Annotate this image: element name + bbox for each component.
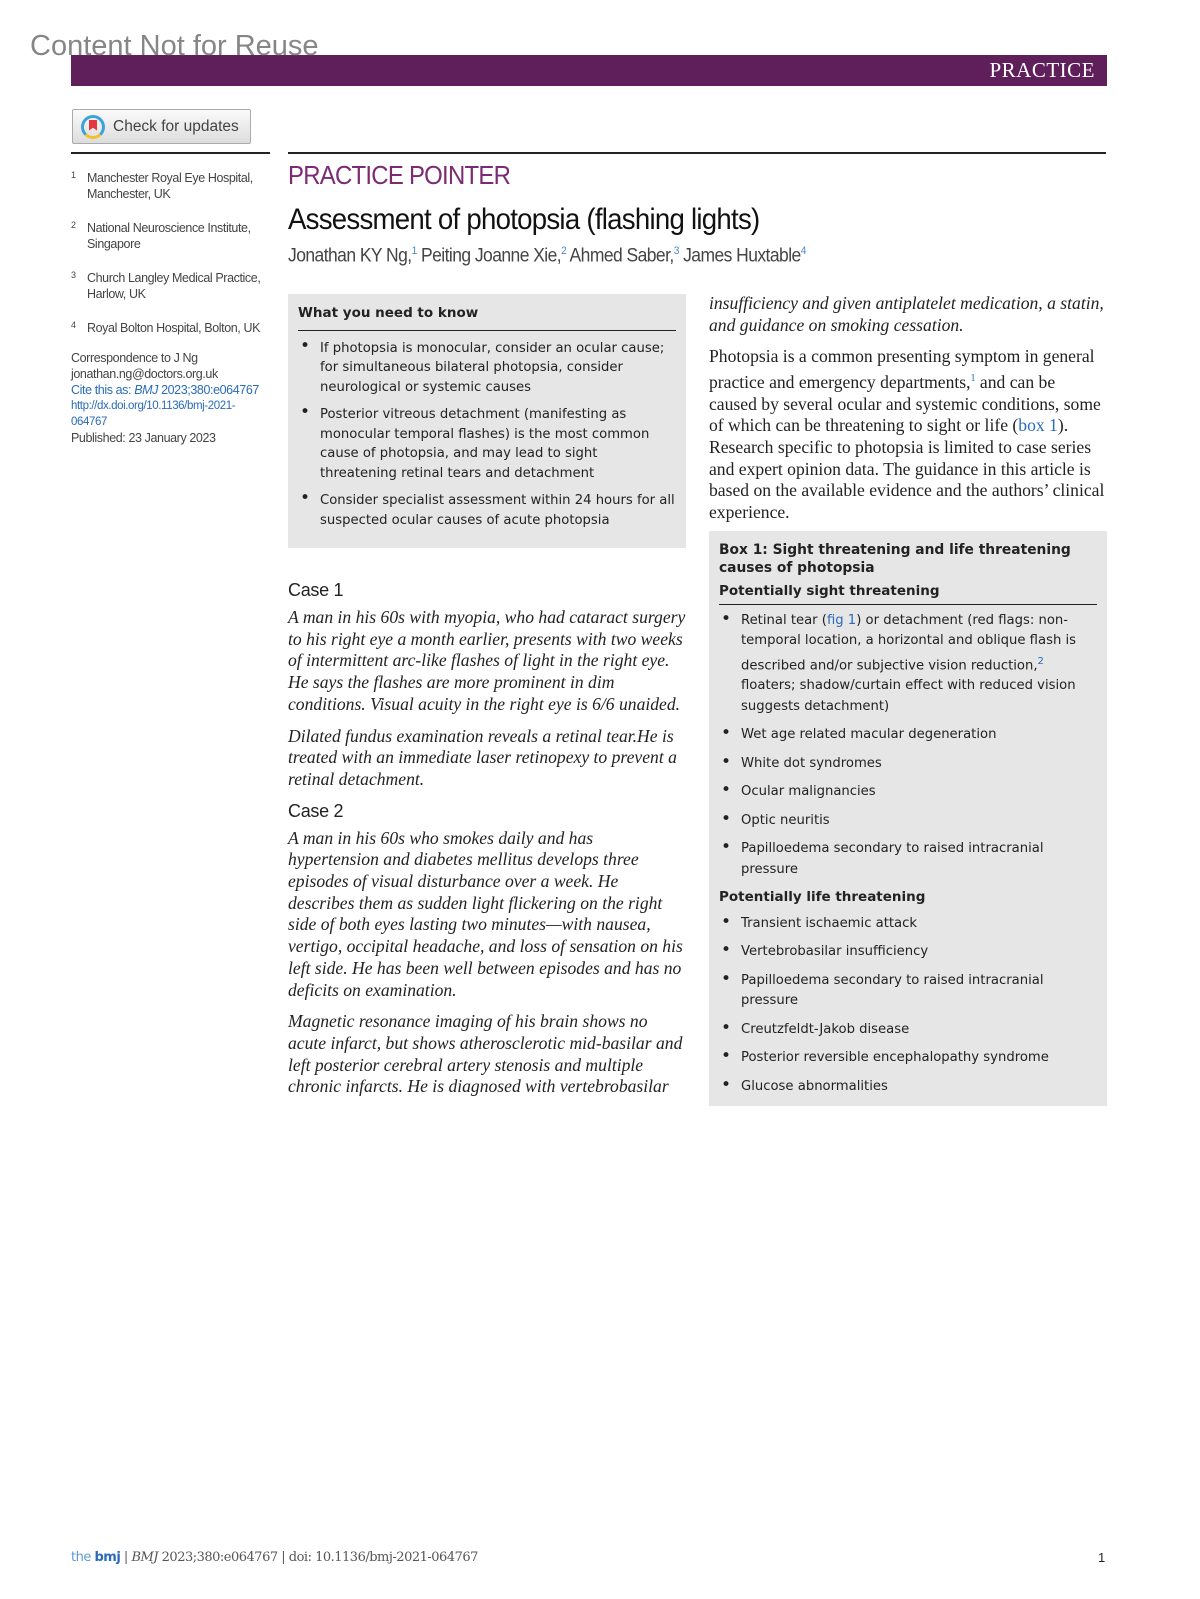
list-item: • Glucose abnormalities [719, 1077, 1097, 1098]
case-1-paragraph: A man in his 60s with myopia, who had cataract surgery to his right eye a month earlier, presents with two weeks of intermittent arc-like flashes of light in the right eye. He says the flashes are more prominent in dim conditions. Visual acuity in the right eye is 6/6 unaided. [288, 607, 686, 714]
affiliation-number: 2 [71, 220, 76, 230]
footer-citation: the bmj | BMJ 2023;380:e064767 | doi: 10.1136/bmj-2021-064767 [71, 1550, 478, 1565]
page-number: 1 [1098, 1550, 1106, 1565]
affiliation [71, 220, 271, 252]
list-item: • Posterior reversible encephalopathy syndrome [719, 1048, 1097, 1069]
divider [288, 152, 1106, 154]
sidebar [71, 170, 271, 446]
box-subheading: Potentially sight threatening [719, 582, 1097, 605]
case-2-paragraph: Magnetic resonance imaging of his brain shows no acute infarct, but shows atherosclerotic mid-basilar and left posterior cerebral artery stenosis and multiple chronic infarcts. He is diagnosed with vertebrobasilar [288, 1011, 683, 1097]
author-affiliation-ref[interactable]: 3 [673, 245, 679, 257]
cite-this: Cite this as: BMJ 2023;380:e064767 [71, 383, 259, 397]
watermark: Content Not for Reuse [30, 30, 319, 62]
box-1 [709, 531, 1107, 1106]
affiliation-text: Manchester Royal Eye Hospital, Manchester, UK [87, 171, 253, 201]
check-for-updates-button[interactable] [72, 109, 251, 144]
affiliation-number: 3 [71, 270, 76, 280]
list-item: • Papilloedema secondary to raised intracranial pressure [719, 971, 1097, 1012]
affiliation-number: 4 [71, 320, 76, 330]
list-item: • Vertebrobasilar insufficiency [719, 942, 1097, 963]
author-name: James Huxtable [678, 245, 801, 267]
reference-link[interactable]: 2 [1037, 655, 1044, 667]
list-item: • Consider specialist assessment within 24 hours for all suspected ocular causes of acute photopsia [298, 491, 676, 530]
case-2-heading: Case 2 [288, 800, 344, 821]
case-2-paragraph-continued: insufficiency and given antiplatelet medication, a statin, and guidance on smoking cessation. [709, 293, 1104, 335]
fig-1-link[interactable]: fig 1 [826, 612, 857, 628]
what-you-need-to-know-box [288, 294, 686, 548]
list-item: • If photopsia is monocular, consider an ocular cause; for simultaneous bilateral photopsia, consider neurological or systemic causes [298, 339, 676, 398]
list-item: • Posterior vitreous detachment (manifesting as monocular temporal flashes) is the most common cause of photopsia, and may lead to sight threatening retinal tears and detachment [298, 405, 676, 483]
list-item: • Optic neuritis [719, 811, 1097, 832]
case-2-paragraph: A man in his 60s who smokes daily and has hypertension and diabetes mellitus develops three episodes of visual disturbance over a week. He describes them as sudden light flickering on the right side of both eyes lasting two minutes—with nausea, vertigo, occipital headache, and loss of sensation on his left side. He has been well between episodes and has no deficits on examination. [288, 827, 683, 1000]
authors [288, 245, 1041, 267]
published-date: Published: 23 January 2023 [71, 431, 216, 445]
article-title: Assessment of photopsia (flashing lights) [288, 203, 760, 236]
author-affiliation-ref[interactable]: 1 [411, 245, 417, 257]
box-title: Box 1: Sight threatening and life threatening causes of photopsia [719, 542, 1071, 576]
doi-link[interactable]: http://dx.doi.org/10.1136/bmj-2021-064767 [71, 400, 236, 428]
check-updates-label: Check for updates [113, 117, 239, 135]
article-header [288, 160, 1106, 267]
list-item: • White dot syndromes [719, 754, 1097, 775]
intro-paragraph: Photopsia is a common presenting symptom in general practice and emergency departments,$^1$ and can be caused by several ocular and systemic conditions, some of which can be threatening to sight or life (box 1). Research specific to photopsia is limited to case series and expert opinion data. The guidance in this article is based on the available evidence and the authors’ clinical experience. [709, 346, 1105, 523]
affiliation [71, 270, 271, 302]
box-subheading: Potentially life threatening [719, 889, 926, 906]
reference-link[interactable]: 1 [970, 373, 976, 385]
author-name: Peiting Joanne Xie, [416, 245, 562, 267]
box-title: What you need to know [298, 304, 676, 331]
correspondence: Correspondence to J Ng [71, 351, 198, 365]
affiliation-text: National Neuroscience Institute, Singapore [87, 221, 251, 251]
case-1-paragraph: Dilated fundus examination reveals a retinal tear.He is treated with an immediate laser retinopexy to prevent a retinal detachment. [288, 725, 677, 789]
list-item: • Transient ischaemic attack [719, 914, 1097, 935]
author-affiliation-ref[interactable]: 4 [800, 245, 806, 257]
affiliation-text: Royal Bolton Hospital, Bolton, UK [87, 321, 261, 335]
list-item: • Retinal tear (fig 1) or detachment (red flags: non-temporal location, a horizontal and oblique flash is described and/or subjective vision reduction,$^2$ floaters; shadow/curtain effect with reduced vision suggests detachment) [719, 611, 1097, 718]
affiliation-number: 1 [71, 170, 76, 180]
list-item: • Papilloedema secondary to raised intracranial pressure [719, 839, 1097, 880]
list-item: • Ocular malignancies [719, 782, 1097, 803]
crossmark-icon [81, 115, 105, 139]
case-1-heading: Case 1 [288, 580, 344, 600]
affiliation [71, 170, 271, 202]
section-label: PRACTICE [989, 58, 1095, 82]
list-item: • Creutzfeldt-Jakob disease [719, 1020, 1097, 1041]
author-name: Ahmed Saber, [566, 245, 674, 267]
email-link[interactable]: jonathan.ng@doctors.org.uk [71, 367, 218, 381]
article-type: PRACTICE POINTER [288, 160, 511, 190]
box-1-link[interactable]: box 1 [1018, 415, 1058, 436]
author-name: Jonathan KY Ng, [288, 245, 412, 267]
affiliation-text: Church Langley Medical Practice, Harlow, UK [87, 271, 261, 301]
column-2 [709, 293, 1107, 534]
author-affiliation-ref[interactable]: 2 [561, 245, 567, 257]
column-1 [288, 566, 686, 1108]
affiliation [71, 320, 271, 336]
divider [71, 152, 270, 154]
list-item: • Wet age related macular degeneration [719, 725, 1097, 746]
